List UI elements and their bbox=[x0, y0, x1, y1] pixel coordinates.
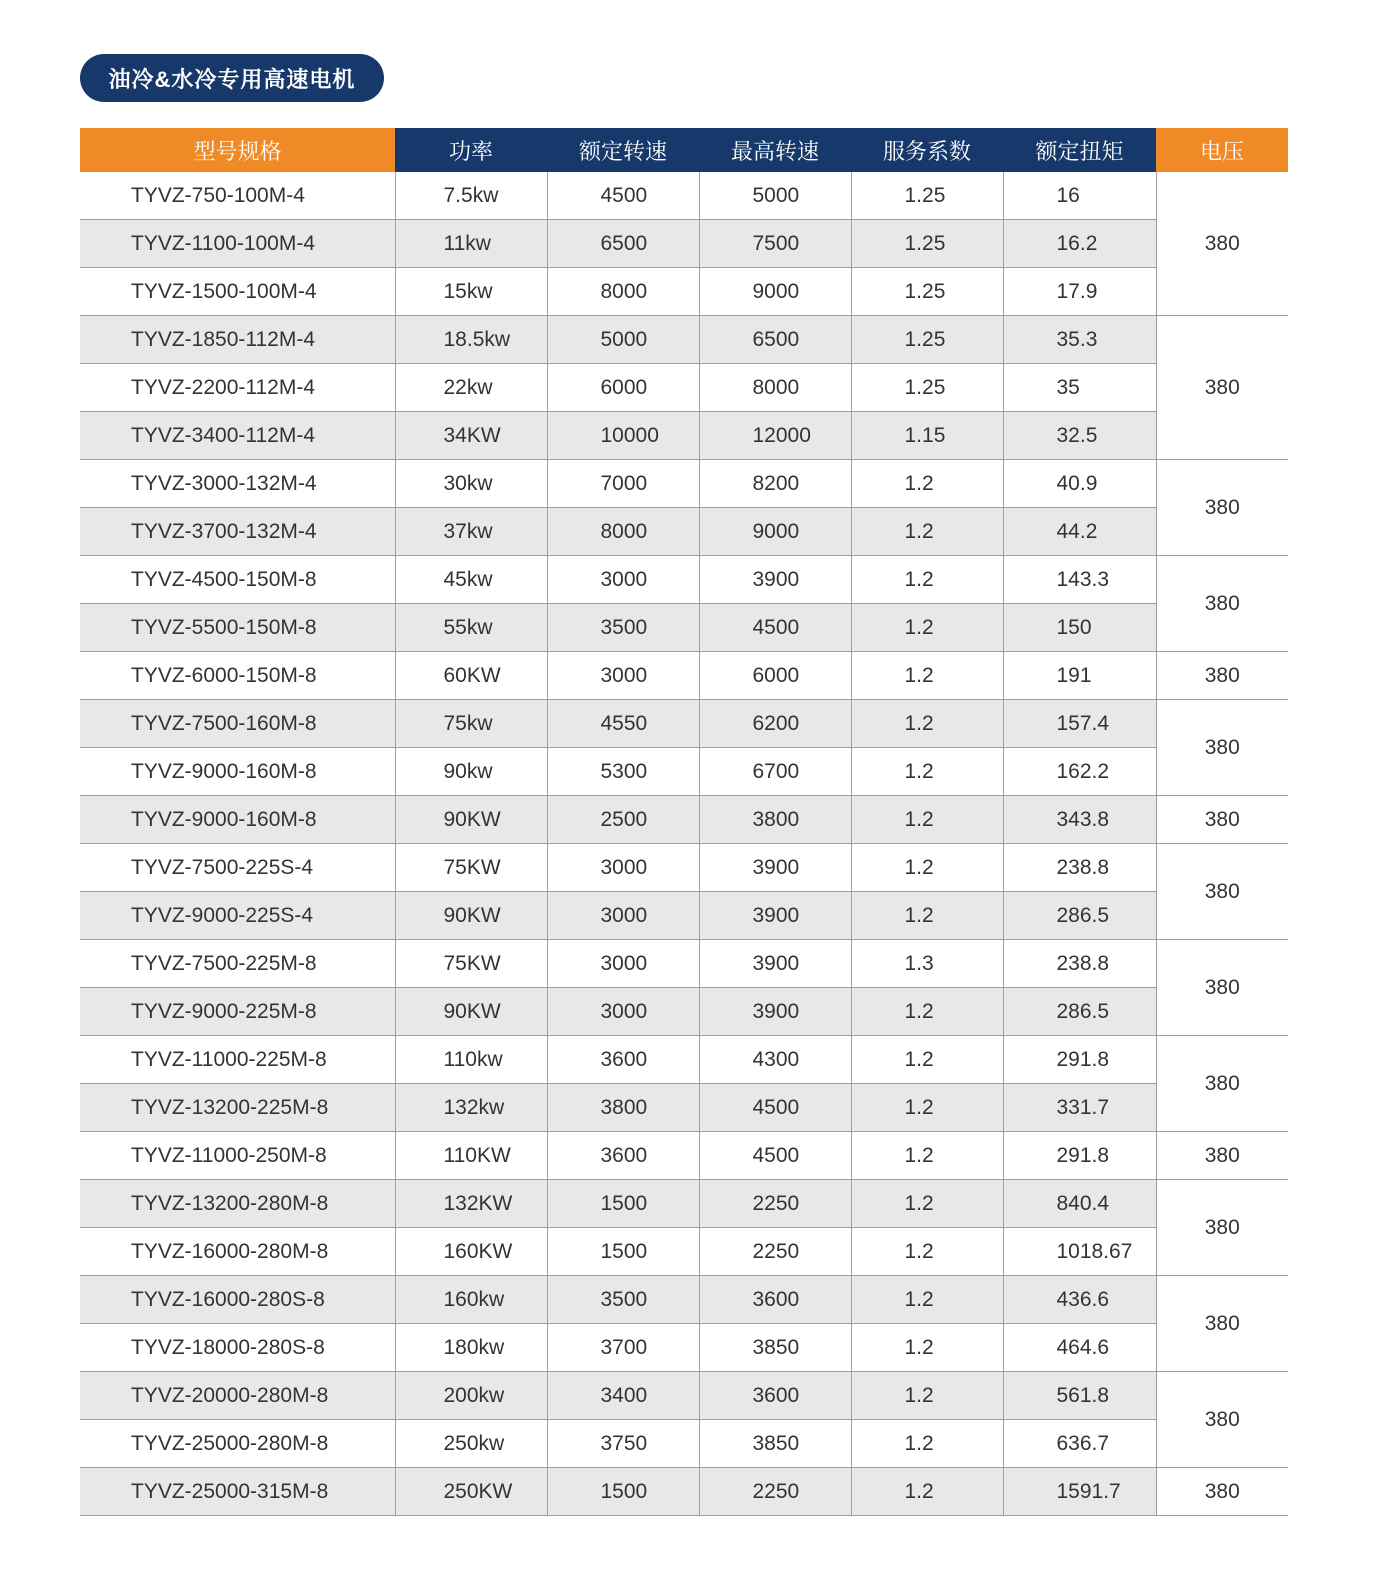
cell-max-speed: 3850 bbox=[699, 1420, 851, 1468]
cell-rated-speed: 3000 bbox=[547, 556, 699, 604]
table-row bbox=[80, 748, 1288, 796]
cell-max-speed: 2250 bbox=[699, 1180, 851, 1228]
cell-max-speed: 2250 bbox=[699, 1468, 851, 1516]
cell-service-factor: 1.2 bbox=[851, 556, 1003, 604]
cell-rated-speed: 10000 bbox=[547, 412, 699, 460]
table-row bbox=[80, 1372, 1288, 1420]
cell-model: TYVZ-750-100M-4 bbox=[80, 172, 395, 220]
cell-model: TYVZ-3700-132M-4 bbox=[80, 508, 395, 556]
cell-voltage: 380 bbox=[1156, 1468, 1288, 1516]
cell-service-factor: 1.2 bbox=[851, 892, 1003, 940]
table-row bbox=[80, 1324, 1288, 1372]
table-row bbox=[80, 1132, 1288, 1180]
cell-model: TYVZ-9000-160M-8 bbox=[80, 748, 395, 796]
cell-rated-torque: 35 bbox=[1003, 364, 1156, 412]
cell-model: TYVZ-16000-280S-8 bbox=[80, 1276, 395, 1324]
cell-rated-speed: 1500 bbox=[547, 1468, 699, 1516]
table-row bbox=[80, 460, 1288, 508]
header-max-speed: 最高转速 bbox=[699, 128, 851, 172]
cell-model: TYVZ-9000-225S-4 bbox=[80, 892, 395, 940]
cell-rated-torque: 286.5 bbox=[1003, 988, 1156, 1036]
cell-rated-torque: 44.2 bbox=[1003, 508, 1156, 556]
table-header-row bbox=[80, 128, 1288, 172]
cell-service-factor: 1.2 bbox=[851, 796, 1003, 844]
cell-rated-speed: 3600 bbox=[547, 1036, 699, 1084]
cell-max-speed: 3800 bbox=[699, 796, 851, 844]
cell-power: 60KW bbox=[395, 652, 547, 700]
table-row bbox=[80, 892, 1288, 940]
cell-power: 160KW bbox=[395, 1228, 547, 1276]
cell-max-speed: 7500 bbox=[699, 220, 851, 268]
cell-rated-speed: 3600 bbox=[547, 1132, 699, 1180]
cell-service-factor: 1.15 bbox=[851, 412, 1003, 460]
cell-model: TYVZ-13200-225M-8 bbox=[80, 1084, 395, 1132]
cell-model: TYVZ-7500-225S-4 bbox=[80, 844, 395, 892]
table-row bbox=[80, 1276, 1288, 1324]
cell-max-speed: 3600 bbox=[699, 1276, 851, 1324]
header-voltage: 电压 bbox=[1156, 128, 1288, 172]
table-row bbox=[80, 1084, 1288, 1132]
table-row bbox=[80, 1468, 1288, 1516]
cell-model: TYVZ-11000-225M-8 bbox=[80, 1036, 395, 1084]
cell-rated-speed: 3800 bbox=[547, 1084, 699, 1132]
cell-max-speed: 12000 bbox=[699, 412, 851, 460]
table-row bbox=[80, 508, 1288, 556]
cell-max-speed: 3850 bbox=[699, 1324, 851, 1372]
header-rated-torque: 额定扭矩 bbox=[1003, 128, 1156, 172]
cell-power: 18.5kw bbox=[395, 316, 547, 364]
cell-voltage: 380 bbox=[1156, 1036, 1288, 1132]
cell-rated-speed: 3000 bbox=[547, 988, 699, 1036]
cell-service-factor: 1.2 bbox=[851, 1324, 1003, 1372]
cell-rated-torque: 561.8 bbox=[1003, 1372, 1156, 1420]
cell-rated-torque: 286.5 bbox=[1003, 892, 1156, 940]
cell-service-factor: 1.2 bbox=[851, 1132, 1003, 1180]
cell-max-speed: 6500 bbox=[699, 316, 851, 364]
cell-max-speed: 2250 bbox=[699, 1228, 851, 1276]
cell-rated-speed: 8000 bbox=[547, 268, 699, 316]
cell-rated-torque: 636.7 bbox=[1003, 1420, 1156, 1468]
cell-rated-torque: 291.8 bbox=[1003, 1132, 1156, 1180]
cell-power: 7.5kw bbox=[395, 172, 547, 220]
header-power: 功率 bbox=[395, 128, 547, 172]
cell-rated-torque: 1018.67 bbox=[1003, 1228, 1156, 1276]
cell-power: 110kw bbox=[395, 1036, 547, 1084]
cell-rated-torque: 840.4 bbox=[1003, 1180, 1156, 1228]
cell-rated-torque: 143.3 bbox=[1003, 556, 1156, 604]
cell-max-speed: 5000 bbox=[699, 172, 851, 220]
cell-max-speed: 3900 bbox=[699, 988, 851, 1036]
table-row bbox=[80, 1180, 1288, 1228]
cell-power: 180kw bbox=[395, 1324, 547, 1372]
cell-power: 22kw bbox=[395, 364, 547, 412]
cell-max-speed: 9000 bbox=[699, 508, 851, 556]
header-model: 型号规格 bbox=[80, 128, 395, 172]
table-row bbox=[80, 1420, 1288, 1468]
cell-rated-torque: 32.5 bbox=[1003, 412, 1156, 460]
cell-voltage: 380 bbox=[1156, 316, 1288, 460]
cell-power: 75KW bbox=[395, 844, 547, 892]
cell-service-factor: 1.2 bbox=[851, 604, 1003, 652]
cell-rated-torque: 157.4 bbox=[1003, 700, 1156, 748]
cell-model: TYVZ-4500-150M-8 bbox=[80, 556, 395, 604]
cell-rated-speed: 4500 bbox=[547, 172, 699, 220]
cell-power: 250kw bbox=[395, 1420, 547, 1468]
cell-max-speed: 6200 bbox=[699, 700, 851, 748]
table-row bbox=[80, 364, 1288, 412]
cell-service-factor: 1.2 bbox=[851, 460, 1003, 508]
motor-spec-table bbox=[80, 128, 1288, 1516]
cell-rated-torque: 40.9 bbox=[1003, 460, 1156, 508]
cell-power: 30kw bbox=[395, 460, 547, 508]
cell-power: 90KW bbox=[395, 988, 547, 1036]
cell-max-speed: 6000 bbox=[699, 652, 851, 700]
table-row bbox=[80, 844, 1288, 892]
cell-service-factor: 1.2 bbox=[851, 988, 1003, 1036]
cell-model: TYVZ-13200-280M-8 bbox=[80, 1180, 395, 1228]
cell-power: 11kw bbox=[395, 220, 547, 268]
cell-rated-speed: 5300 bbox=[547, 748, 699, 796]
cell-max-speed: 4500 bbox=[699, 1132, 851, 1180]
cell-rated-speed: 3000 bbox=[547, 652, 699, 700]
table-row bbox=[80, 172, 1288, 220]
table-row bbox=[80, 556, 1288, 604]
cell-service-factor: 1.2 bbox=[851, 700, 1003, 748]
cell-service-factor: 1.2 bbox=[851, 1468, 1003, 1516]
cell-rated-speed: 3750 bbox=[547, 1420, 699, 1468]
header-rated-speed: 额定转速 bbox=[547, 128, 699, 172]
cell-rated-torque: 16.2 bbox=[1003, 220, 1156, 268]
cell-model: TYVZ-7500-225M-8 bbox=[80, 940, 395, 988]
table-row bbox=[80, 316, 1288, 364]
cell-rated-speed: 6500 bbox=[547, 220, 699, 268]
cell-voltage: 380 bbox=[1156, 1180, 1288, 1276]
cell-voltage: 380 bbox=[1156, 1132, 1288, 1180]
cell-rated-speed: 3400 bbox=[547, 1372, 699, 1420]
cell-model: TYVZ-7500-160M-8 bbox=[80, 700, 395, 748]
cell-service-factor: 1.25 bbox=[851, 364, 1003, 412]
section-title: 油冷&水冷专用高速电机 bbox=[80, 54, 384, 102]
cell-rated-speed: 3000 bbox=[547, 844, 699, 892]
cell-rated-speed: 3000 bbox=[547, 892, 699, 940]
cell-power: 132kw bbox=[395, 1084, 547, 1132]
cell-max-speed: 8000 bbox=[699, 364, 851, 412]
cell-voltage: 380 bbox=[1156, 940, 1288, 1036]
cell-rated-speed: 8000 bbox=[547, 508, 699, 556]
header-service-factor: 服务系数 bbox=[851, 128, 1003, 172]
cell-power: 90KW bbox=[395, 796, 547, 844]
cell-service-factor: 1.2 bbox=[851, 1420, 1003, 1468]
cell-rated-torque: 238.8 bbox=[1003, 844, 1156, 892]
table-row bbox=[80, 220, 1288, 268]
cell-model: TYVZ-5500-150M-8 bbox=[80, 604, 395, 652]
cell-voltage: 380 bbox=[1156, 844, 1288, 940]
cell-rated-speed: 3700 bbox=[547, 1324, 699, 1372]
table-row bbox=[80, 940, 1288, 988]
cell-model: TYVZ-18000-280S-8 bbox=[80, 1324, 395, 1372]
cell-max-speed: 6700 bbox=[699, 748, 851, 796]
cell-model: TYVZ-25000-280M-8 bbox=[80, 1420, 395, 1468]
cell-model: TYVZ-16000-280M-8 bbox=[80, 1228, 395, 1276]
cell-max-speed: 3600 bbox=[699, 1372, 851, 1420]
table-row bbox=[80, 988, 1288, 1036]
table-row bbox=[80, 652, 1288, 700]
cell-voltage: 380 bbox=[1156, 1276, 1288, 1372]
cell-model: TYVZ-3400-112M-4 bbox=[80, 412, 395, 460]
cell-rated-speed: 2500 bbox=[547, 796, 699, 844]
cell-model: TYVZ-1100-100M-4 bbox=[80, 220, 395, 268]
cell-rated-torque: 464.6 bbox=[1003, 1324, 1156, 1372]
cell-power: 45kw bbox=[395, 556, 547, 604]
cell-rated-torque: 436.6 bbox=[1003, 1276, 1156, 1324]
cell-model: TYVZ-20000-280M-8 bbox=[80, 1372, 395, 1420]
cell-rated-torque: 331.7 bbox=[1003, 1084, 1156, 1132]
table-body bbox=[80, 172, 1288, 1516]
cell-power: 75KW bbox=[395, 940, 547, 988]
cell-rated-speed: 3000 bbox=[547, 940, 699, 988]
cell-service-factor: 1.2 bbox=[851, 1228, 1003, 1276]
table-row bbox=[80, 268, 1288, 316]
cell-rated-speed: 5000 bbox=[547, 316, 699, 364]
cell-voltage: 380 bbox=[1156, 1372, 1288, 1468]
cell-model: TYVZ-3000-132M-4 bbox=[80, 460, 395, 508]
cell-rated-torque: 343.8 bbox=[1003, 796, 1156, 844]
cell-rated-torque: 17.9 bbox=[1003, 268, 1156, 316]
cell-max-speed: 4500 bbox=[699, 604, 851, 652]
cell-power: 75kw bbox=[395, 700, 547, 748]
cell-model: TYVZ-2200-112M-4 bbox=[80, 364, 395, 412]
cell-service-factor: 1.3 bbox=[851, 940, 1003, 988]
cell-rated-torque: 238.8 bbox=[1003, 940, 1156, 988]
cell-rated-torque: 1591.7 bbox=[1003, 1468, 1156, 1516]
cell-service-factor: 1.2 bbox=[851, 1084, 1003, 1132]
cell-max-speed: 3900 bbox=[699, 844, 851, 892]
table-row bbox=[80, 604, 1288, 652]
cell-voltage: 380 bbox=[1156, 460, 1288, 556]
cell-rated-torque: 191 bbox=[1003, 652, 1156, 700]
cell-service-factor: 1.2 bbox=[851, 844, 1003, 892]
cell-max-speed: 3900 bbox=[699, 556, 851, 604]
cell-service-factor: 1.2 bbox=[851, 508, 1003, 556]
cell-rated-speed: 7000 bbox=[547, 460, 699, 508]
cell-rated-torque: 16 bbox=[1003, 172, 1156, 220]
cell-model: TYVZ-6000-150M-8 bbox=[80, 652, 395, 700]
cell-service-factor: 1.25 bbox=[851, 220, 1003, 268]
cell-power: 15kw bbox=[395, 268, 547, 316]
cell-power: 200kw bbox=[395, 1372, 547, 1420]
cell-rated-speed: 1500 bbox=[547, 1228, 699, 1276]
cell-max-speed: 3900 bbox=[699, 892, 851, 940]
cell-max-speed: 3900 bbox=[699, 940, 851, 988]
cell-power: 90kw bbox=[395, 748, 547, 796]
cell-service-factor: 1.25 bbox=[851, 172, 1003, 220]
cell-power: 55kw bbox=[395, 604, 547, 652]
cell-rated-speed: 1500 bbox=[547, 1180, 699, 1228]
cell-rated-torque: 35.3 bbox=[1003, 316, 1156, 364]
table-row bbox=[80, 796, 1288, 844]
cell-service-factor: 1.25 bbox=[851, 316, 1003, 364]
cell-power: 90KW bbox=[395, 892, 547, 940]
cell-power: 110KW bbox=[395, 1132, 547, 1180]
cell-service-factor: 1.2 bbox=[851, 1276, 1003, 1324]
cell-model: TYVZ-1850-112M-4 bbox=[80, 316, 395, 364]
cell-model: TYVZ-1500-100M-4 bbox=[80, 268, 395, 316]
cell-voltage: 380 bbox=[1156, 556, 1288, 652]
cell-max-speed: 4300 bbox=[699, 1036, 851, 1084]
cell-voltage: 380 bbox=[1156, 172, 1288, 316]
cell-rated-speed: 3500 bbox=[547, 1276, 699, 1324]
table-row bbox=[80, 700, 1288, 748]
cell-model: TYVZ-9000-225M-8 bbox=[80, 988, 395, 1036]
cell-power: 132KW bbox=[395, 1180, 547, 1228]
cell-service-factor: 1.2 bbox=[851, 1180, 1003, 1228]
cell-max-speed: 4500 bbox=[699, 1084, 851, 1132]
cell-rated-torque: 162.2 bbox=[1003, 748, 1156, 796]
cell-rated-torque: 150 bbox=[1003, 604, 1156, 652]
cell-power: 250KW bbox=[395, 1468, 547, 1516]
cell-service-factor: 1.2 bbox=[851, 652, 1003, 700]
cell-model: TYVZ-25000-315M-8 bbox=[80, 1468, 395, 1516]
cell-rated-torque: 291.8 bbox=[1003, 1036, 1156, 1084]
table-row bbox=[80, 1036, 1288, 1084]
cell-service-factor: 1.2 bbox=[851, 748, 1003, 796]
cell-voltage: 380 bbox=[1156, 652, 1288, 700]
table-row bbox=[80, 1228, 1288, 1276]
cell-power: 37kw bbox=[395, 508, 547, 556]
cell-power: 160kw bbox=[395, 1276, 547, 1324]
cell-service-factor: 1.2 bbox=[851, 1372, 1003, 1420]
cell-voltage: 380 bbox=[1156, 700, 1288, 796]
cell-max-speed: 8200 bbox=[699, 460, 851, 508]
cell-model: TYVZ-11000-250M-8 bbox=[80, 1132, 395, 1180]
cell-rated-speed: 3500 bbox=[547, 604, 699, 652]
cell-max-speed: 9000 bbox=[699, 268, 851, 316]
cell-service-factor: 1.25 bbox=[851, 268, 1003, 316]
cell-rated-speed: 6000 bbox=[547, 364, 699, 412]
cell-rated-speed: 4550 bbox=[547, 700, 699, 748]
cell-power: 34KW bbox=[395, 412, 547, 460]
table-row bbox=[80, 412, 1288, 460]
cell-voltage: 380 bbox=[1156, 796, 1288, 844]
cell-service-factor: 1.2 bbox=[851, 1036, 1003, 1084]
cell-model: TYVZ-9000-160M-8 bbox=[80, 796, 395, 844]
